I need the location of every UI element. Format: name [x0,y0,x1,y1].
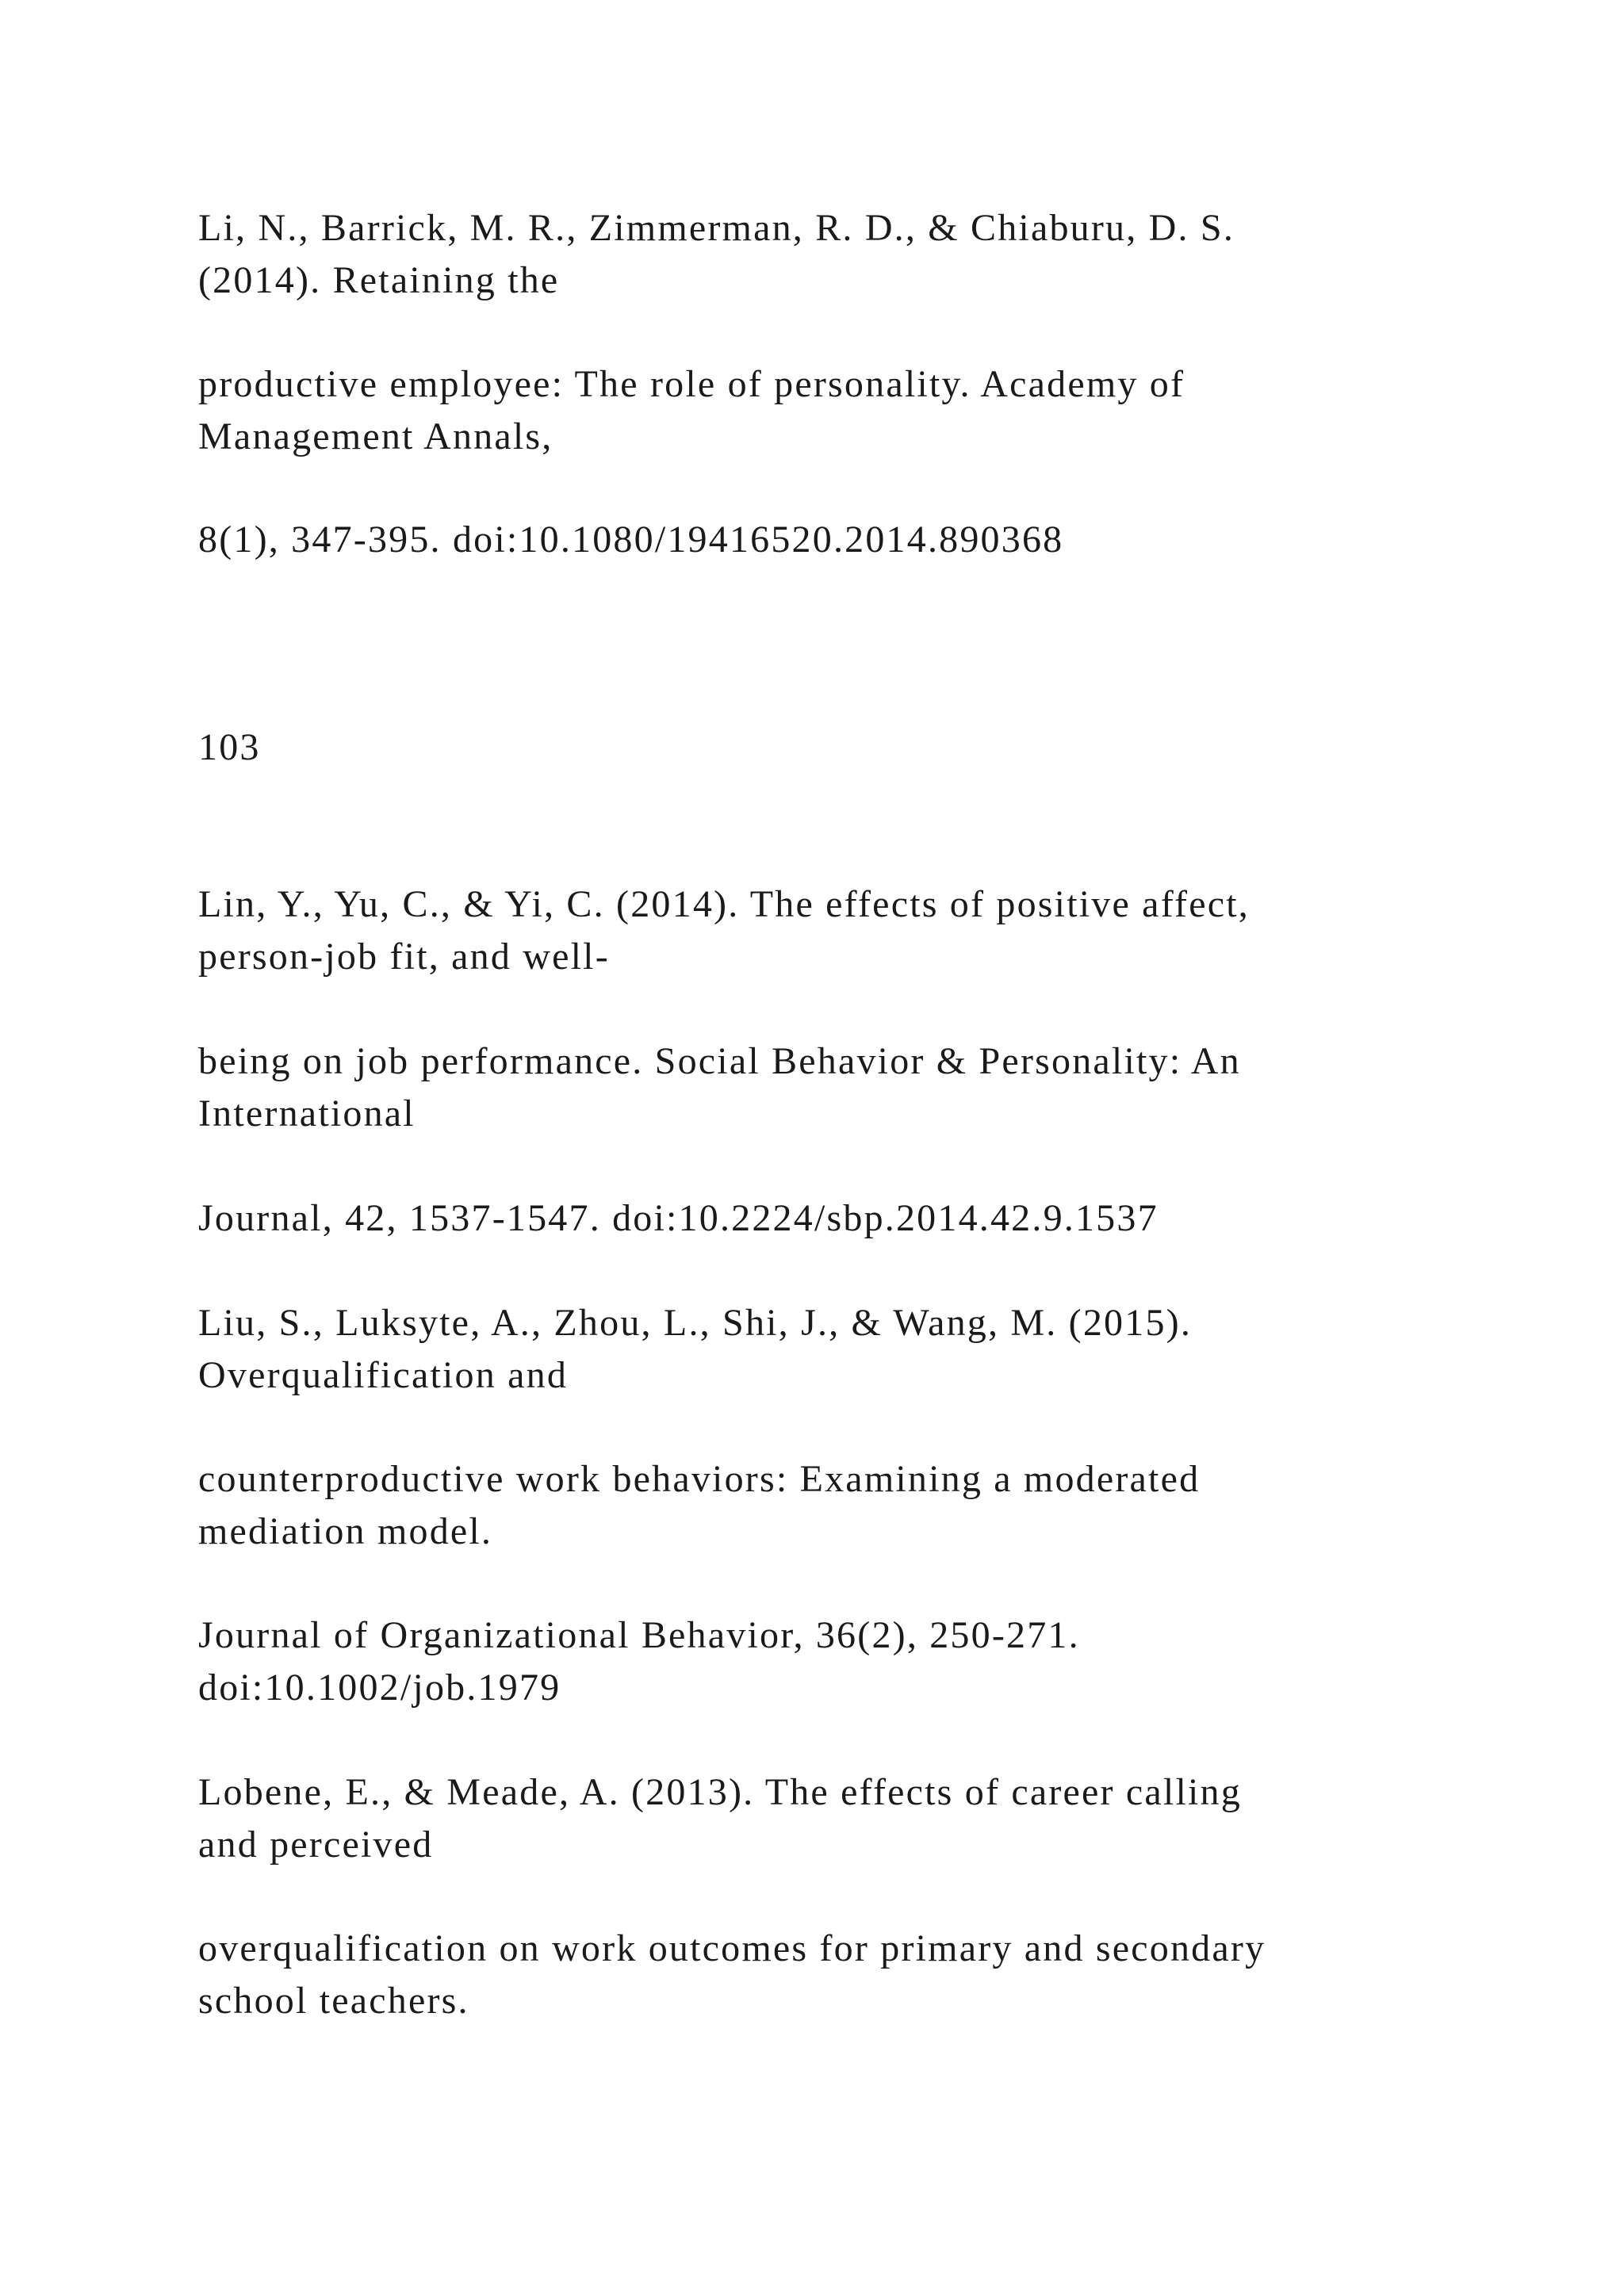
text-line: doi:10.1002/job.1979 [198,1667,561,1709]
text-line: Liu, S., Luksyte, A., Zhou, L., Shi, J., & Wang, M. (2015). [198,1302,1193,1344]
text-line: person-job fit, and well- [198,936,610,978]
text-line: Lobene, E., & Meade, A. (2013). The effects of career calling [198,1771,1242,1813]
text-line: and perceived [198,1823,434,1866]
reference-liu-line-3 [198,1609,1499,1714]
text-line: International [198,1093,416,1135]
text-line: productive employee: The role of personality. Academy of [198,363,1185,405]
reference-lobene-line-1 [198,1766,1499,1871]
text-line: Journal of Organizational Behavior, 36(2), 250-271. [198,1614,1080,1656]
text-line: 8(1), 347-395. doi:10.1080/19416520.2014.890368 [198,519,1064,561]
text-line: Journal, 42, 1537-1547. doi:10.2224/sbp.2014.42.9.1537 [198,1197,1159,1239]
page-number [198,721,1499,774]
reference-lobene-line-2 [198,1923,1499,2027]
text-line: overqualification on work outcomes for primary and secondary [198,1927,1266,1969]
reference-lin-line-3 [198,1192,1499,1245]
text-line: being on job performance. Social Behavior & Personality: An [198,1040,1241,1082]
reference-li-line-2 [198,358,1499,463]
text-line: school teachers. [198,1980,469,2022]
text-line: (2014). Retaining the [198,259,560,301]
text-line: mediation model. [198,1510,493,1552]
text-line: Management Annals, [198,415,553,457]
reference-li-line-1 [198,202,1499,307]
reference-lin-line-1 [198,878,1499,983]
reference-liu-line-1 [198,1297,1499,1402]
reference-lin-line-2 [198,1035,1499,1140]
reference-liu-line-2 [198,1453,1499,1558]
text-line: Overqualification and [198,1354,569,1396]
reference-li-line-3 [198,514,1499,566]
text-line: 103 [198,726,261,768]
text-line: Lin, Y., Yu, C., & Yi, C. (2014). The effects of positive affect, [198,883,1250,925]
text-line: counterproductive work behaviors: Examining a moderated [198,1458,1201,1500]
text-line: Li, N., Barrick, M. R., Zimmerman, R. D., & Chiaburu, D. S. [198,207,1235,249]
